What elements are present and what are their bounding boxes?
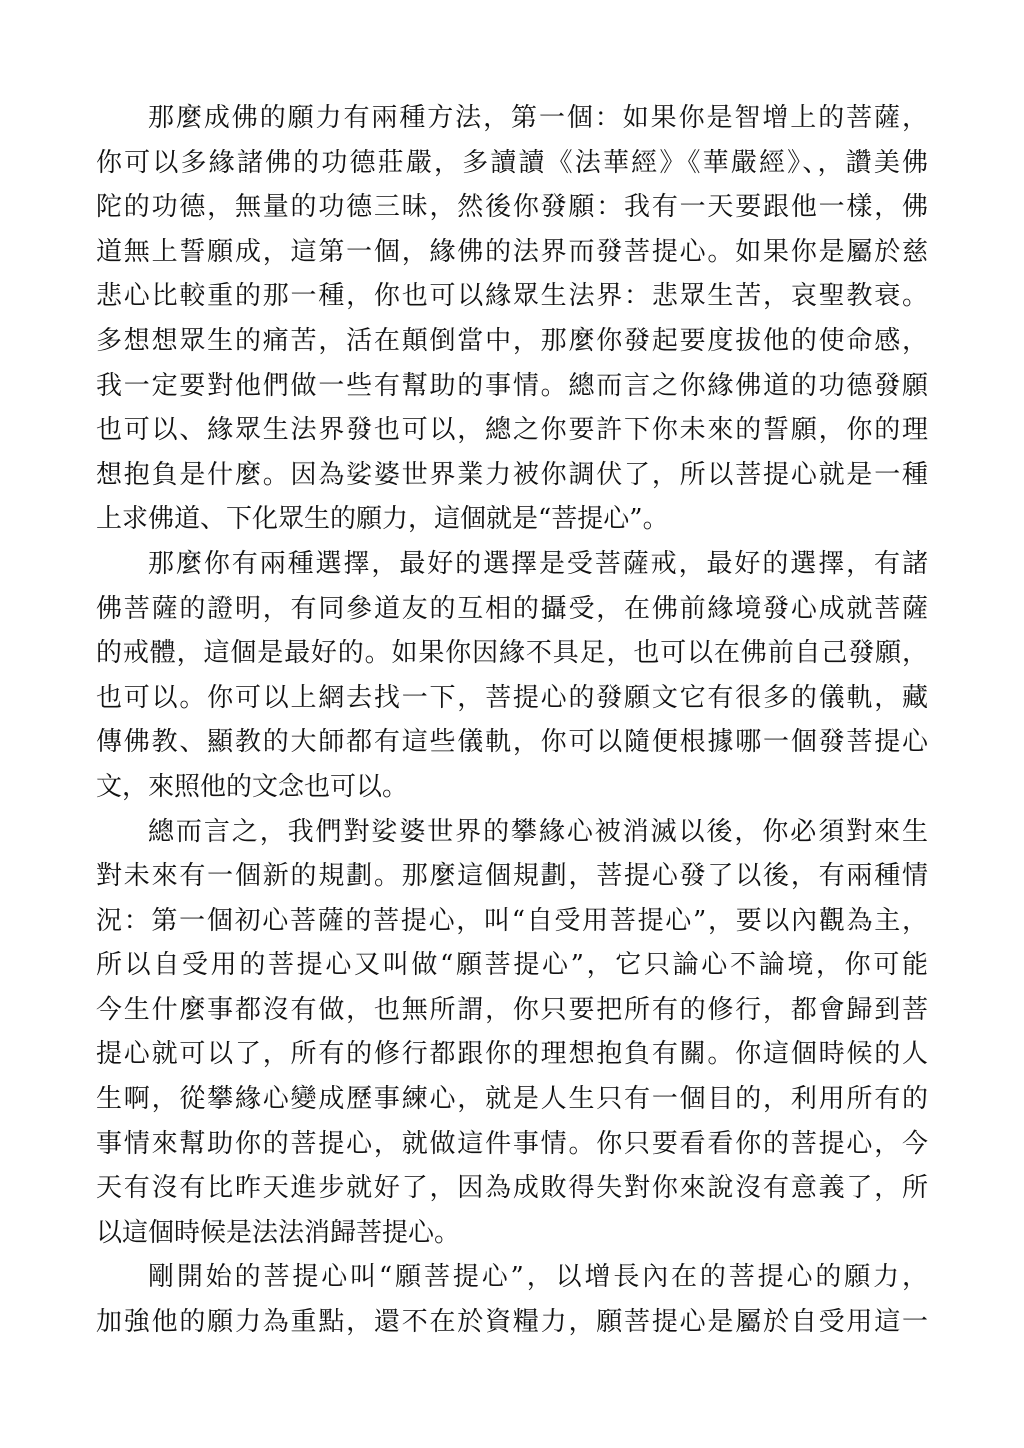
text-line: 剛開始的菩提心叫“願菩提心”，以增長內在的菩提心的願力， <box>148 1262 928 1293</box>
text-line: 天有沒有比昨天進步就好了，因為成敗得失對你來說沒有意義了，所 <box>96 1173 928 1204</box>
text-line: 況：第一個初心菩薩的菩提心，叫“自受用菩提心”，要以內觀為主， <box>96 905 928 936</box>
text-line: 也可以、緣眾生法界發也可以，總之你要許下你未來的誓願，你的理 <box>96 415 928 446</box>
text-line: 我一定要對他們做一些有幫助的事情。總而言之你緣佛道的功德發願 <box>96 370 928 401</box>
text-line: 對未來有一個新的規劃。那麼這個規劃，菩提心發了以後，有兩種情 <box>96 861 928 892</box>
text-line: 那麼成佛的願力有兩種方法，第一個：如果你是智增上的菩薩， <box>148 103 928 133</box>
text-line: 也可以。你可以上網去找一下，菩提心的發願文它有很多的儀軌，藏 <box>96 682 928 713</box>
text-line: 陀的功德，無量的功德三昧，然後你發願：我有一天要跟他一樣，佛 <box>96 192 928 223</box>
text-line: 的戒體，這個是最好的。如果你因緣不具足，也可以在佛前自己發願， <box>96 638 928 669</box>
paragraph <box>96 1255 928 1344</box>
text-line: 你可以多緣諸佛的功德莊嚴，多讀讀《法華經》《華嚴經》、，讚美佛 <box>96 147 928 178</box>
paragraph <box>96 542 928 810</box>
text-line: 文，來照他的文念也可以。 <box>96 771 409 802</box>
text-line: 加強他的願力為重點，還不在於資糧力，願菩提心是屬於自受用這一 <box>96 1307 928 1338</box>
document-page <box>96 96 928 1345</box>
text-line: 傳佛教、顯教的大師都有這些儀軌，你可以隨便根據哪一個發菩提心 <box>96 727 928 758</box>
text-line: 道無上誓願成，這第一個，緣佛的法界而發菩提心。如果你是屬於慈 <box>96 236 928 267</box>
text-line: 生啊，從攀緣心變成歷事練心，就是人生只有一個目的，利用所有的 <box>96 1084 928 1115</box>
text-line: 多想想眾生的痛苦，活在顛倒當中，那麼你發起要度拔他的使命感， <box>96 325 928 356</box>
text-line: 總而言之，我們對娑婆世界的攀緣心被消滅以後，你必須對來生 <box>148 816 928 847</box>
text-line: 事情來幫助你的菩提心，就做這件事情。你只要看看你的菩提心，今 <box>96 1128 928 1159</box>
text-line: 以這個時候是法法消歸菩提心。 <box>96 1217 461 1248</box>
paragraph <box>96 810 928 1256</box>
paragraph <box>96 96 928 542</box>
text-line: 悲心比較重的那一種，你也可以緣眾生法界：悲眾生苦，哀聖教衰。 <box>96 281 928 312</box>
text-line: 那麼你有兩種選擇，最好的選擇是受菩薩戒，最好的選擇，有諸 <box>148 548 928 579</box>
text-line: 提心就可以了，所有的修行都跟你的理想抱負有關。你這個時候的人 <box>96 1039 928 1070</box>
text-line: 今生什麼事都沒有做，也無所謂，你只要把所有的修行，都會歸到菩 <box>96 994 928 1025</box>
text-line: 佛菩薩的證明，有同參道友的互相的攝受，在佛前緣境發心成就菩薩 <box>96 593 928 624</box>
text-line: 所以自受用的菩提心又叫做“願菩提心”，它只論心不論境，你可能 <box>96 950 928 981</box>
text-line: 上求佛道、下化眾生的願力，這個就是“菩提心”。 <box>96 504 669 535</box>
text-line: 想抱負是什麼。因為娑婆世界業力被你調伏了，所以菩提心就是一種 <box>96 459 928 490</box>
